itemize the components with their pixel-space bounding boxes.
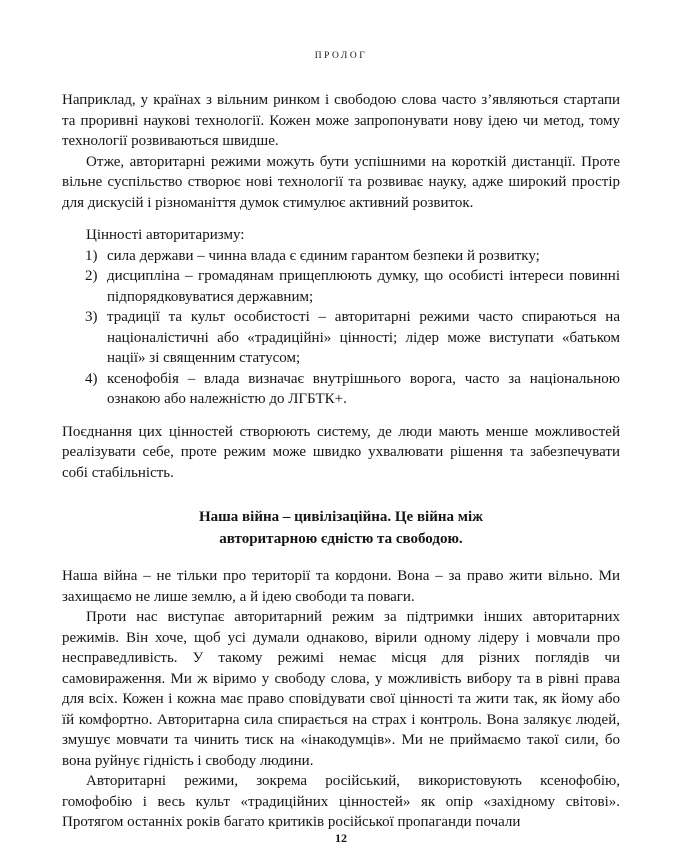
paragraph-short-distance: Отже, авторитарні режими можуть бути успішними на короткій дистанції. Проте вільне суспільство створює нові технології та розвиває науку, адже широкий простір для дискусій і різноманіття думок стимулює активний розвиток.	[62, 153, 620, 211]
paragraph-our-war: Наша війна – не тільки про території та кордони. Вона – за право жити вільно. Ми захищаємо не лише землю, а й ідею свободи та поваги.	[62, 568, 620, 605]
list-item	[62, 266, 620, 307]
list-item-marker: 3)	[85, 309, 98, 325]
paragraph-values-combination: Поєднання цих цінностей створюють систему, де люди мають менше можливостей реалізувати себе, проте режим може швидко ухвалювати рішення та забезпечувати собі стабільність.	[62, 423, 620, 481]
values-list	[62, 246, 620, 410]
section-heading-line-2: авторитарною єдністю та свободою.	[219, 530, 463, 547]
section-heading	[62, 507, 620, 550]
values-list-intro: Цінності авторитаризму:	[86, 227, 245, 243]
list-item	[62, 307, 620, 369]
paragraph-regimes-xenophobia: Авторитарні режими, зокрема російський, використовують ксенофобію, гомофобію і весь культ «традиційних цінностей» як опір «західному світові». Протягом останніх років багато критиків російської пропаганди почали	[62, 773, 620, 830]
list-item-marker: 4)	[85, 370, 98, 387]
list-item-text: дисципліна – громадянам прищеплюють думку, що особисті інтереси повинні підпорядковуватися державним;	[107, 268, 620, 305]
list-item-marker: 2)	[85, 268, 98, 284]
list-item-text: традиції та культ особистості – авторитарні режими часто спираються на націоналістичні або «традиційні» цінності; лідер може виступати «батьком нації» зі священним статусом;	[107, 309, 620, 366]
paragraph-startups: Наприклад, у країнах з вільним ринком і свободою слова часто з’являються стартапи та проривні наукові технології. Кожен може запропонувати нову ідею чи метод, тому технології розвиваються швидше.	[62, 92, 620, 149]
list-item-text: ксенофобія – влада визначає внутрішнього ворога, часто за національною ознакою або належністю до ЛГБТК+.	[107, 370, 620, 407]
list-item	[62, 246, 620, 267]
page-number: 12	[335, 831, 347, 845]
running-header: ПРОЛОГ	[314, 51, 368, 61]
list-item	[62, 369, 620, 410]
page-body	[62, 90, 620, 833]
list-item-marker: 1)	[85, 247, 98, 264]
section-heading-line-1: Наша війна – цивілізаційна. Це війна між	[198, 509, 484, 525]
paragraph-against-us: Проти нас виступає авторитарний режим за підтримки інших авторитарних режимів. Він хоче, щоб усі думали однаково, вірили одному лідеру і мовчали про несправедливість. У такому режимі немає місця для різних поглядів чи самовираження. Ми ж віримо у свободу слова, у можливість вибору та в рівні права для всіх. Кожен і кожна має право сповідувати свої цінності та жити так, як йому або їй комфортно. Авторитарна сила спирається на страх і контроль. Вона залякує людей, змушує мовчати та чинить тиск на «інакодумців». Ми не приймаємо такої сили, бо вона руйнує гідність і свободу людини.	[62, 609, 620, 769]
list-item-text: сила держави – чинна влада є єдиним гарантом безпеки й розвитку;	[107, 247, 540, 264]
